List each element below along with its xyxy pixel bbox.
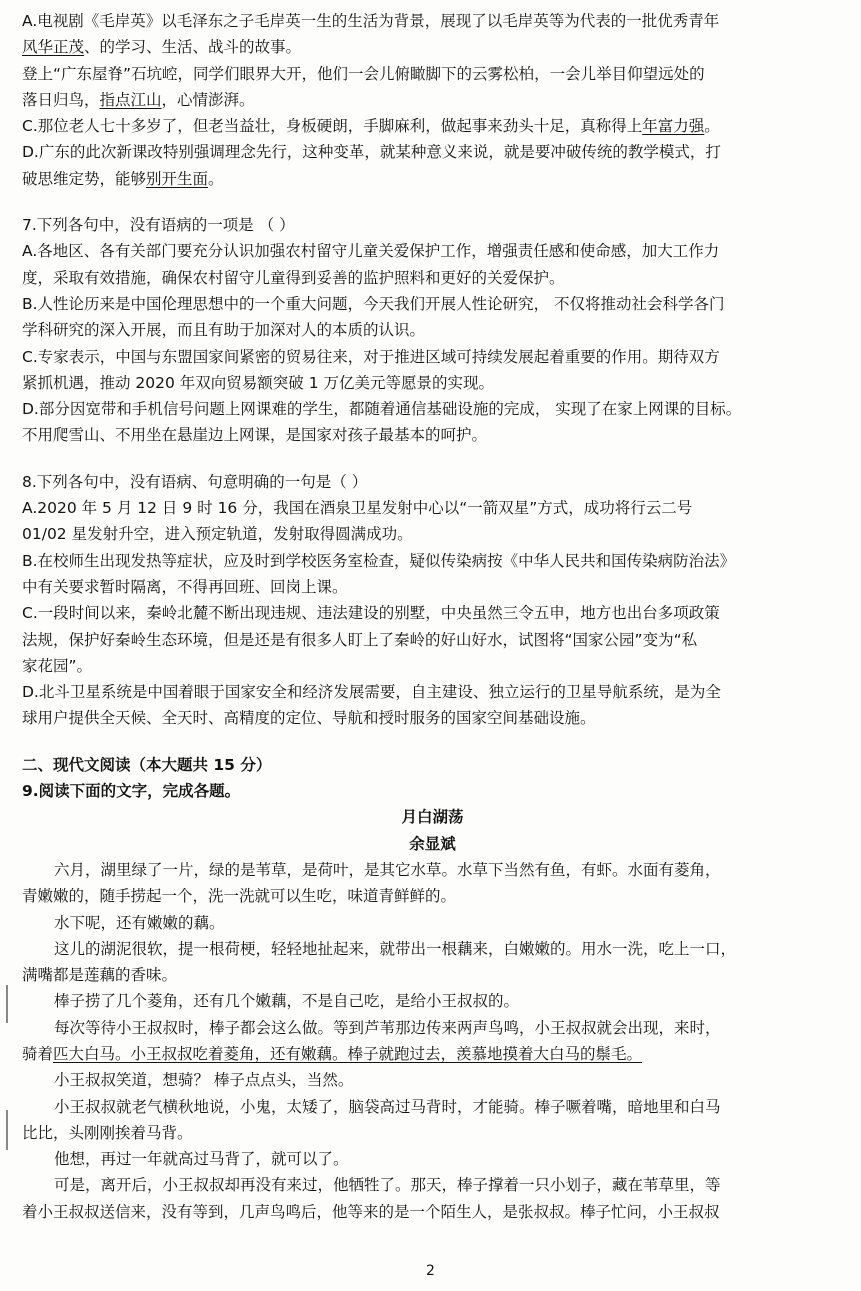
story-paragraph: 每次等待小王叔叔时，棒子都会这么做。等到芦苇那边传来两声鸟鸣，小王叔叔就会出现，来时， [54,1018,721,1037]
story-paragraph: 六月，湖里绿了一片，绿的是苇草，是荷叶，是其它水草。水草下当然有鱼，有虾。水面有菱角， [54,860,721,879]
q7-line: 紧抓机遇，推动 2020 年双向贸易额突破 1 万亿美元等愿景的实现。 [22,373,495,392]
q8-line: 球用户提供全天候、全天时、高精度的定位、导航和授时服务的国家空间基础设施。 [22,709,596,728]
q8-line: 家花园”。 [22,656,93,675]
q7-line: 不用爬雪山、不用坐在悬崖边上网课，是国家对孩子最基本的呵护。 [22,426,488,445]
scan-margin-mark [6,985,8,1023]
section-heading: 二、现代文阅读（本大题共 15 分） [22,755,272,774]
q6-option-b-line2: 落日归鸟，指点江山，心情澎湃。 [22,90,255,109]
q6-option-c: C.那位老人七十多岁了，但老当益壮，身板硬朗，手脚麻利，做起事来劲头十足，真称得上年富力强。 [22,117,720,136]
underlined-phrase: 年富力强 [642,117,705,136]
q8-line: B.在校师生出现发热等症状，应及时到学校医务室检查，疑似传染病按《中华人民共和国传染病防治法》 [22,551,736,570]
underlined-phrase: 别开生面 [146,169,209,188]
q6-option-a-line2: 风华正茂、的学习、生活、战斗的故事。 [22,38,302,57]
story-paragraph-cont: 骑着匹大白马。小王叔叔吃着菱角，还有嫩藕。棒子就跑过去，羡慕地摸着大白马的鬃毛。 [22,1044,643,1063]
q7-line: 度，采取有效措施，确保农村留守儿童得到妥善的监护照料和更好的关爱保护。 [22,268,565,287]
story-paragraph: 棒子捞了几个菱角，还有几个嫩藕，不是自己吃，是给小王叔叔的。 [54,992,520,1011]
q7-line: 学科研究的深入开展，而且有助于加深对人的本质的认识。 [22,321,426,340]
story-paragraph-cont: 着小王叔叔送信来，没有等到，几声鸟鸣后，他等来的是一个陌生人，是张叔叔。棒子忙问，小王叔叔 [22,1202,720,1221]
story-author: 余显斌 [409,834,456,853]
q8-line: 01/02 星发射升空，进入预定轨道，发射取得圆满成功。 [22,525,413,544]
q7-line: A.各地区、各有关部门要充分认识加强农村留守儿童关爱保护工作，增强责任感和使命感，加大工作力 [22,242,720,261]
story-paragraph: 他想，再过一年就高过马背了，就可以了。 [54,1150,349,1169]
q9-stem: 9.阅读下面的文字，完成各题。 [22,782,241,801]
story-paragraph: 可是，离开后，小王叔叔却再没有来过，他牺牲了。那天，棒子撑着一只小划子，藏在苇草里，等 [54,1176,721,1195]
q8-line: 中有关要求暂时隔离，不得再回班、回岗上课。 [22,577,348,596]
story-paragraph: 小王叔叔就老气横秋地说，小鬼，太矮了，脑袋高过马背时，才能骑。棒子噘着嘴，暗地里和白马 [54,1097,721,1116]
q7-line: B.人性论历来是中国伦理思想中的一个重大问题，今天我们开展人性论研究， 不仅将推动社会科学各门 [22,294,725,313]
story-paragraph: 小王叔叔笑道，想骑？ 棒子点点头，当然。 [54,1071,354,1090]
q6-options [22,8,843,192]
q8-line: C.一段时间以来，秦岭北麓不断出现违规、违法建设的别墅，中央虽然三令五申，地方也出台多项政策 [22,604,720,623]
underlined-sentence: 匹大白马。小王叔叔吃着菱角，还有嫩藕。棒子就跑过去，羡慕地摸着大白马的鬃毛。 [53,1044,643,1063]
q6-option-b-line1: 登上“广东屋脊”石坑崆，同学们眼界大开，他们一会儿俯瞰脚下的云雾松柏，一会儿举目仰望远处的 [22,64,705,83]
underlined-phrase: 指点江山 [99,90,162,109]
question-7 [22,212,843,449]
page-number: 2 [426,1263,435,1279]
story-paragraph-cont: 青嫩嫩的，随手捞起一个，洗一洗就可以生吃，味道青鲜鲜的。 [22,887,457,906]
scan-margin-mark [6,1110,8,1150]
question-8 [22,469,843,732]
q7-stem: 7.下列各句中，没有语病的一项是 （ ） [22,216,295,235]
q8-line: D.北斗卫星系统是中国着眼于国家安全和经济发展需要，自主建设、独立运行的卫星导航系统，是为全 [22,683,721,702]
q8-stem: 8.下列各句中，没有语病、句意明确的一句是（ ） [22,472,368,491]
underlined-phrase: 风华正茂 [22,38,85,57]
q7-line: C.专家表示，中国与东盟国家间紧密的贸易往来，对于推进区域可持续发展起着重要的作用。期待双方 [22,347,720,366]
q6-option-a-line1: A.电视剧《毛岸英》以毛泽东之子毛岸英一生的生活为背景，展现了以毛岸英等为代表的一批优秀青年 [22,12,720,30]
story-paragraph-cont: 满嘴都是莲藕的香味。 [22,966,178,985]
q7-line: D.部分因宽带和手机信号问题上网课难的学生，都随着通信基础设施的完成， 实现了在家上网课的目标。 [22,400,742,419]
story-paragraph-cont: 比比，头刚刚挨着马背。 [22,1123,193,1142]
q6-option-d-line2: 破思维定势，能够别开生面。 [22,169,224,188]
story-body [22,857,843,1225]
story-paragraph: 这儿的湖泥很软，提一根荷梗，轻轻地扯起来，就带出一根藕来，白嫩嫩的。用水一洗，吃上一口， [54,939,737,958]
q6-option-d-line1: D.广东的此次新课改特别强调理念先行，这种变革，就某种意义来说，就是要冲破传统的教学模式，打 [22,143,721,162]
q8-line: A.2020 年 5 月 12 日 9 时 16 分，我国在酒泉卫星发射中心以“一箭双星”方式，成功将行云二号 [22,499,693,518]
q8-line: 法规，保护好秦岭生态环境，但是还是有很多人盯上了秦岭的好山好水，试图将“国家公园”变为“私 [22,630,698,649]
story-title: 月白湖荡 [401,808,464,827]
story-paragraph: 水下呢，还有嫩嫩的藕。 [54,913,225,932]
